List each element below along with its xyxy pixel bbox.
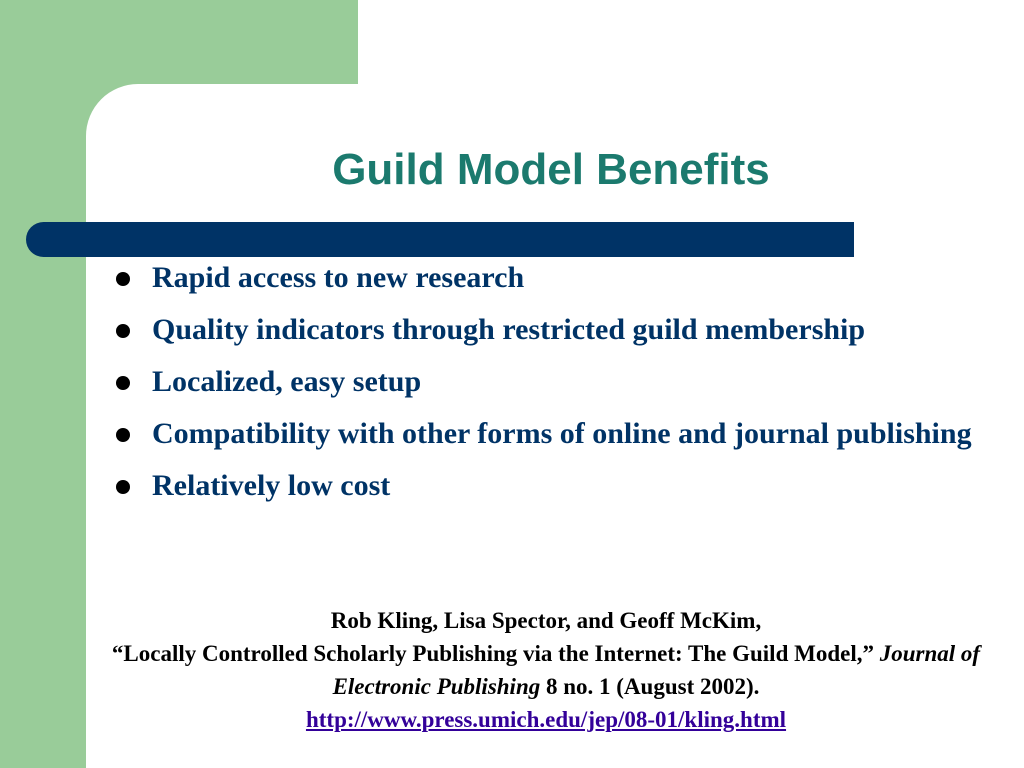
title-divider-bar (26, 222, 854, 257)
citation-article-title: “Locally Controlled Scholarly Publishing via the Internet: The Guild Model,” (111, 641, 874, 666)
slide-title: Guild Model Benefits (332, 145, 770, 194)
bullet-text: Localized, easy setup (152, 365, 422, 398)
bullet-list (112, 256, 1012, 516)
citation (100, 604, 992, 736)
bullet-item (112, 464, 1012, 508)
bullet-dot-icon (116, 480, 130, 494)
bullet-item (112, 412, 1012, 456)
bullet-dot-icon (116, 376, 130, 390)
bullet-item (112, 308, 1012, 352)
citation-issue: 8 no. 1 (August 2002). (546, 674, 760, 699)
bullet-dot-icon (116, 428, 130, 442)
bullet-item (112, 256, 1012, 300)
bullet-text: Rapid access to new research (152, 261, 525, 294)
bullet-text: Quality indicators through restricted guild membership (152, 313, 866, 346)
citation-url-link[interactable]: http://www.press.umich.edu/jep/08-01/kling.html (305, 707, 787, 732)
bullet-dot-icon (116, 272, 130, 286)
bullet-text: Relatively low cost (152, 469, 391, 502)
citation-authors: Rob Kling, Lisa Spector, and Geoff McKim, (330, 608, 762, 633)
bullet-text: Compatibility with other forms of online and journal publishing (152, 417, 972, 450)
bullet-dot-icon (116, 324, 130, 338)
bullet-item (112, 360, 1012, 404)
citation-reference (100, 637, 992, 703)
citation-journal: Journal of Electronic Publishing (332, 641, 981, 699)
